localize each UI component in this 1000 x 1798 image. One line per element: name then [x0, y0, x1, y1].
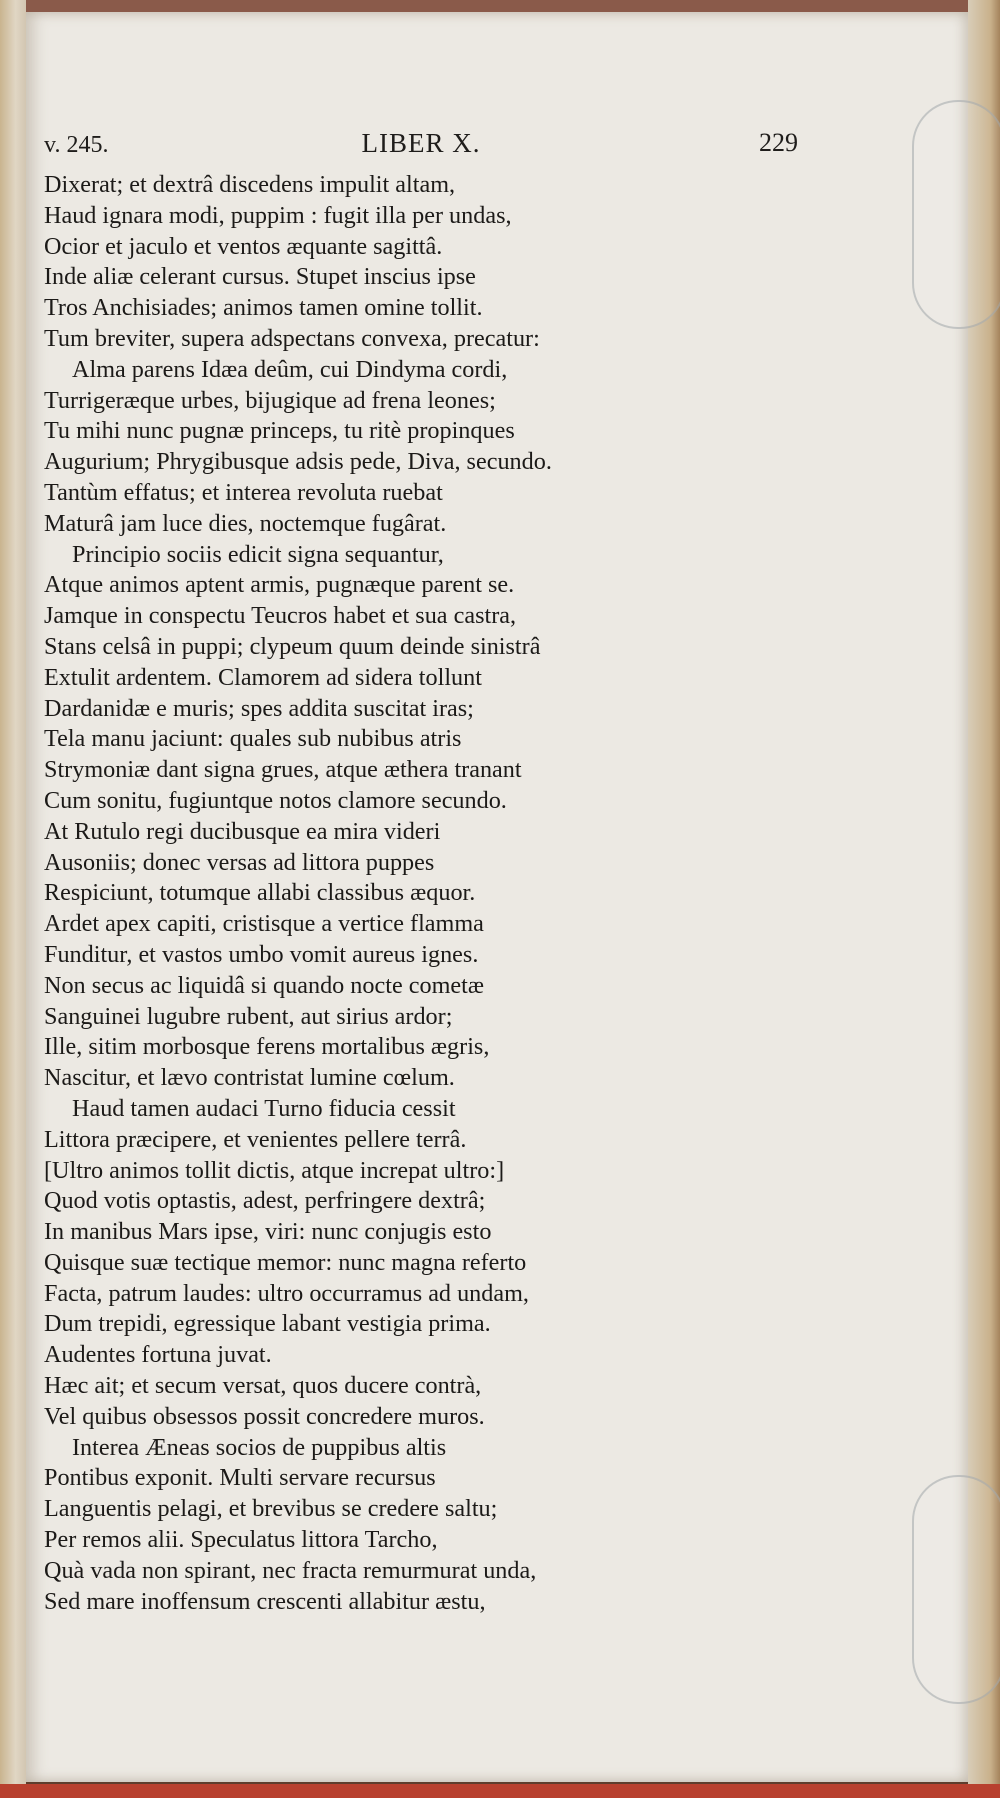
- verse-line: Ille, sitim morbosque ferens mortalibus ægris,: [44, 1033, 490, 1061]
- verse-line: Principio sociis edicit signa sequantur,: [72, 540, 444, 568]
- verse-line: Sanguinei lugubre rubent, aut sirius ardor;: [44, 1002, 453, 1030]
- verse-line: Vel quibus obsessos possit concredere muros.: [44, 1402, 485, 1430]
- verse-line: Non secus ac liquidâ si quando nocte cometæ: [44, 971, 484, 999]
- verse-line: Atque animos aptent armis, pugnæque parent se.: [44, 571, 515, 599]
- verse-line: Dixerat; et dextrâ discedens impulit altam,: [44, 171, 456, 198]
- verse-line: Interea Æneas socios de puppibus altis: [72, 1433, 447, 1461]
- verse-reference: v. 245.: [44, 132, 109, 158]
- verse-line: Ocior et jaculo et ventos æquante sagittâ.: [44, 232, 443, 260]
- verse-line: Quà vada non spirant, nec fracta remurmurat unda,: [44, 1556, 537, 1584]
- verse-line: Haud tamen audaci Turno fiducia cessit: [72, 1094, 456, 1122]
- verse-line: Extulit ardentem. Clamorem ad sidera tollunt: [44, 663, 482, 691]
- verse-line: Tantùm effatus; et interea revoluta ruebat: [44, 478, 443, 506]
- verse-line: Augurium; Phrygibusque adsis pede, Diva, secundo.: [44, 448, 552, 476]
- verse-line: In manibus Mars ipse, viri: nunc conjugis esto: [44, 1218, 492, 1246]
- verse-line: Audentes fortuna juvat.: [44, 1341, 272, 1369]
- book-page: [26, 12, 968, 1782]
- verse-line: Stans celsâ in puppi; clypeum quum deinde sinistrâ: [44, 632, 541, 660]
- verse-line: Nascitur, et lævo contristat lumine cœlum.: [44, 1064, 455, 1092]
- verse-line: Strymoniæ dant signa grues, atque æthera tranant: [44, 756, 522, 784]
- verse-line: Littora præcipere, et venientes pellere terrâ.: [44, 1125, 467, 1153]
- verse-line: Sed mare inoffensum crescenti allabitur æstu,: [44, 1587, 486, 1615]
- page-edge-bottom: [0, 1784, 1000, 1798]
- verse-line: Tela manu jaciunt: quales sub nubibus atris: [44, 725, 462, 753]
- page-clip-bottom: [912, 1475, 1000, 1704]
- verse-line: Quisque suæ tectique memor: nunc magna referto: [44, 1248, 527, 1276]
- verse-line: Facta, patrum laudes: ultro occurramus ad undam,: [44, 1279, 529, 1307]
- verse-line: Funditur, et vastos umbo vomit aureus ignes.: [44, 940, 479, 968]
- verse-line: [Ultro animos tollit dictis, atque increpat ultro:]: [44, 1156, 505, 1184]
- verse-line: Tu mihi nunc pugnæ princeps, tu ritè propinques: [44, 417, 515, 445]
- verse-line: Inde aliæ celerant cursus. Stupet inscius ipse: [44, 263, 476, 291]
- running-head: [44, 126, 798, 166]
- binding-edge: [0, 0, 26, 1798]
- verse-line: Hæc ait; et secum versat, quos ducere contrà,: [44, 1372, 482, 1400]
- verse-line: Dum trepidi, egressique labant vestigia prima.: [44, 1310, 491, 1338]
- verse-line: At Rutulo regi ducibusque ea mira videri: [44, 817, 441, 845]
- page-clip-top: [912, 100, 1000, 329]
- verse-line: Dardanidæ e muris; spes addita suscitat iras;: [44, 694, 474, 722]
- verse-line: Ardet apex capiti, cristisque a vertice flamma: [44, 910, 484, 938]
- verse-line: Maturâ jam luce dies, noctemque fugârat.: [44, 509, 447, 537]
- verse-line: Per remos alii. Speculatus littora Tarcho,: [44, 1526, 438, 1554]
- verse-line: Ausoniis; donec versas ad littora puppes: [44, 848, 435, 876]
- verse-text-block: [44, 170, 804, 1617]
- verse-line: Quod votis optastis, adest, perfringere dextrâ;: [44, 1187, 486, 1215]
- verse-line: Respiciunt, totumque allabi classibus æquor.: [44, 879, 476, 907]
- verse-line: Languentis pelagi, et brevibus se credere saltu;: [44, 1495, 498, 1523]
- verse-line: Alma parens Idæa deûm, cui Dindyma cordi,: [72, 355, 508, 383]
- verse-line: Cum sonitu, fugiuntque notos clamore secundo.: [44, 786, 507, 814]
- page-number: 229: [759, 128, 798, 157]
- verse-line: Jamque in conspectu Teucros habet et sua castra,: [44, 602, 517, 630]
- verse-line: Pontibus exponit. Multi servare recursus: [44, 1464, 436, 1492]
- verse-line: Turrigeræque urbes, bijugique ad frena leones;: [44, 386, 496, 414]
- verse-line: Haud ignara modi, puppim : fugit illa per undas,: [44, 201, 512, 229]
- verse-line: Tros Anchisiades; animos tamen omine tollit.: [44, 294, 483, 322]
- verse-line: Tum breviter, supera adspectans convexa, precatur:: [44, 324, 540, 352]
- book-title: LIBER X.: [361, 128, 481, 158]
